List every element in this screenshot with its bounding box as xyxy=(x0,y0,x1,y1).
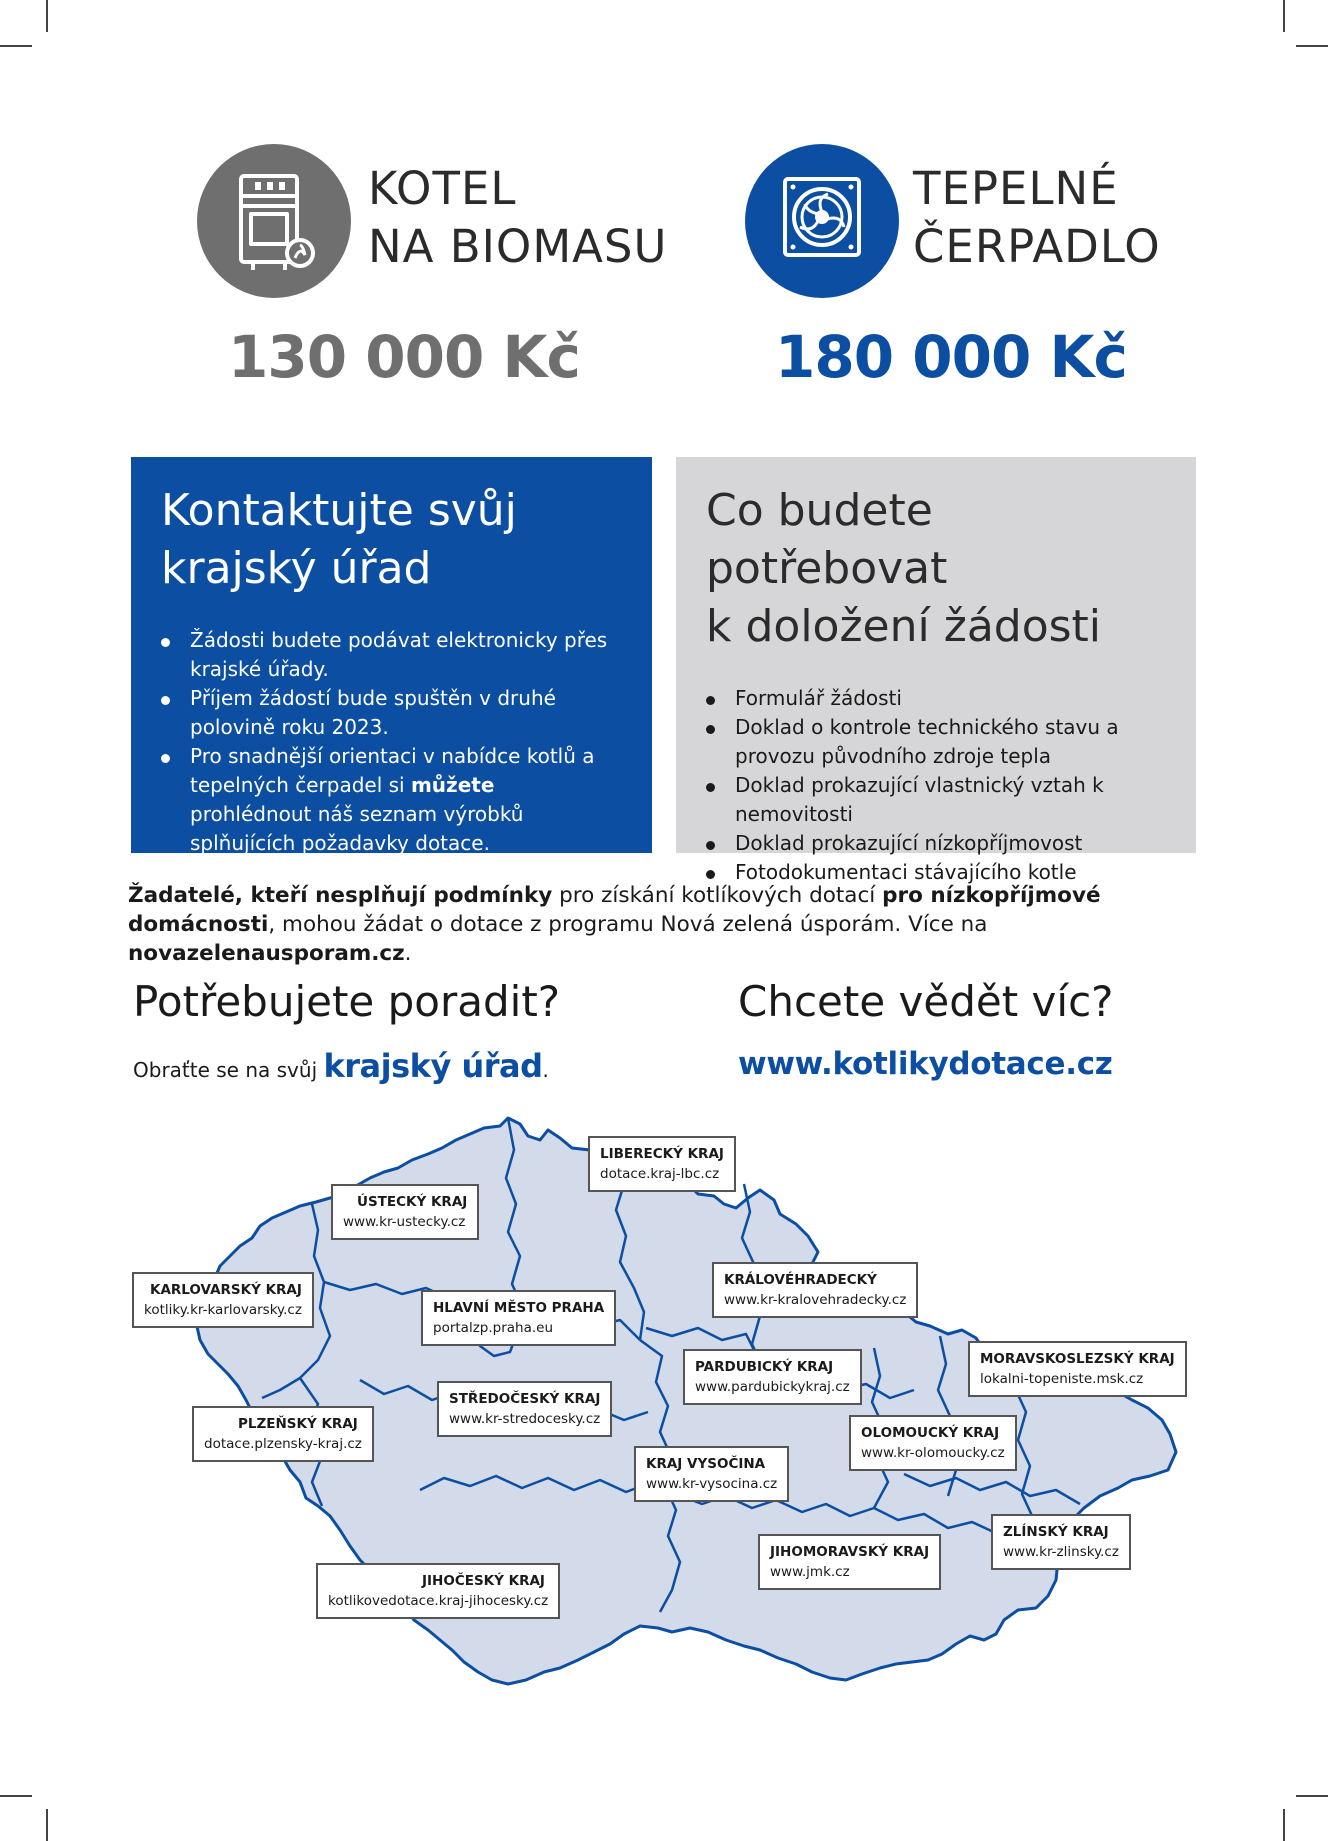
region-name: HLAVNÍ MĚSTO PRAHA xyxy=(433,1300,605,1316)
list-item: Doklad o kontrole technického stavu a provozu původního zdroje tepla xyxy=(706,713,1168,771)
region-url: www.pardubickykraj.cz xyxy=(695,1379,850,1395)
region-name: ÚSTECKÝ KRAJ xyxy=(357,1194,468,1210)
list-item: Formulář žádosti xyxy=(706,684,1168,713)
region-url: www.kr-zlinsky.cz xyxy=(1003,1544,1119,1560)
nzu-link[interactable]: novazelenausporam.cz xyxy=(128,941,405,966)
region-plzensky[interactable] xyxy=(192,1406,374,1462)
region-praha[interactable] xyxy=(421,1290,616,1346)
region-pardubicky[interactable] xyxy=(683,1349,862,1405)
region-name: LIBERECKÝ KRAJ xyxy=(600,1146,724,1162)
region-url: www.kr-olomoucky.cz xyxy=(861,1445,1005,1461)
product-title: TEPELNÉ ČERPADLO xyxy=(913,162,1161,273)
region-url: www.kr-ustecky.cz xyxy=(343,1214,466,1230)
region-kralovehradecky[interactable] xyxy=(712,1262,918,1318)
region-name: KRÁLOVÉHRADECKÝ xyxy=(724,1272,877,1288)
region-url: www.kr-vysocina.cz xyxy=(646,1476,778,1492)
region-url: dotace.kraj-lbc.cz xyxy=(600,1166,720,1182)
region-name: MORAVSKOSLEZSKÝ KRAJ xyxy=(980,1351,1175,1367)
region-name: STŘEDOČESKÝ KRAJ xyxy=(449,1391,601,1407)
region-url: www.jmk.cz xyxy=(770,1564,850,1580)
region-name: KRAJ VYSOČINA xyxy=(646,1456,766,1472)
list-item: Doklad prokazující nízkopříjmovost xyxy=(706,829,1168,858)
advice-subtext: Obraťte se na svůj krajský úřad. xyxy=(133,1047,549,1085)
list-item: Pro snadnější orientaci v nabídce kotlů a tepelných čerpadel si můžete prohlédnout náš seznam výrobků splňujících požadavky dotace. xyxy=(161,742,622,858)
region-name: PARDUBICKÝ KRAJ xyxy=(695,1359,834,1375)
region-karlovarsky[interactable] xyxy=(132,1272,314,1328)
region-url: dotace.plzensky-kraj.cz xyxy=(204,1436,362,1452)
region-jihocesky[interactable] xyxy=(316,1563,560,1619)
list-item: Příjem žádostí bude spuštěn v druhé polovině roku 2023. xyxy=(161,684,622,742)
list-item: Žádosti budete podávat elektronicky přes krajské úřady. xyxy=(161,626,622,684)
region-name: PLZEŇSKÝ KRAJ xyxy=(238,1416,358,1432)
eligibility-note: Žadatelé, kteří nesplňují podmínky pro získání kotlíkových dotací pro nízkopříjmové domácnosti, mohou žádat o dotace z programu Nová zelená úsporám. Více na novazelenausporam.cz. xyxy=(128,883,1101,966)
region-name: ZLÍNSKÝ KRAJ xyxy=(1003,1524,1109,1540)
region-vysocina[interactable] xyxy=(634,1446,789,1502)
product-title: KOTEL NA BIOMASU xyxy=(368,162,668,273)
region-name: KARLOVARSKÝ KRAJ xyxy=(150,1282,302,1298)
product-price: 180 000 Kč xyxy=(775,323,1127,391)
list-item: Fotodokumentaci stávajícího kotle xyxy=(706,858,1168,887)
regional-office-link[interactable]: krajský úřad xyxy=(323,1047,543,1085)
kotlikydotace-link[interactable]: www.kotlikydotace.cz xyxy=(738,1046,1113,1082)
list-item: Doklad prokazující vlastnický vztah k nemovitosti xyxy=(706,771,1168,829)
region-url: portalzp.praha.eu xyxy=(433,1320,554,1336)
info-heading: Chcete vědět víc? xyxy=(738,977,1114,1026)
documents-box-title: Co budete potřebovat k doložení žádosti xyxy=(706,485,1102,652)
region-liberecky[interactable] xyxy=(588,1136,736,1192)
region-ustecky[interactable] xyxy=(331,1184,479,1240)
region-url: www.kr-stredocesky.cz xyxy=(449,1411,601,1427)
product-price: 130 000 Kč xyxy=(228,323,580,391)
region-url: kotlikovedotace.kraj-jihocesky.cz xyxy=(328,1593,549,1609)
region-name: OLOMOUCKÝ KRAJ xyxy=(861,1425,1000,1441)
region-moravskoslezsky[interactable] xyxy=(968,1341,1187,1397)
region-jihomoravsky[interactable] xyxy=(758,1534,941,1590)
contact-box-title: Kontaktujte svůj krajský úřad xyxy=(161,485,517,594)
region-url: kotliky.kr-karlovarsky.cz xyxy=(144,1302,302,1318)
advice-heading: Potřebujete poradit? xyxy=(133,977,561,1026)
region-url: lokalni-topeniste.msk.cz xyxy=(980,1371,1144,1387)
region-olomoucky[interactable] xyxy=(849,1415,1017,1471)
region-zlinsky[interactable] xyxy=(991,1514,1131,1570)
region-name: JIHOČESKÝ KRAJ xyxy=(422,1573,545,1589)
region-stredocesky[interactable] xyxy=(437,1381,612,1437)
region-url: www.kr-kralovehradecky.cz xyxy=(724,1292,907,1308)
region-name: JIHOMORAVSKÝ KRAJ xyxy=(770,1544,930,1560)
